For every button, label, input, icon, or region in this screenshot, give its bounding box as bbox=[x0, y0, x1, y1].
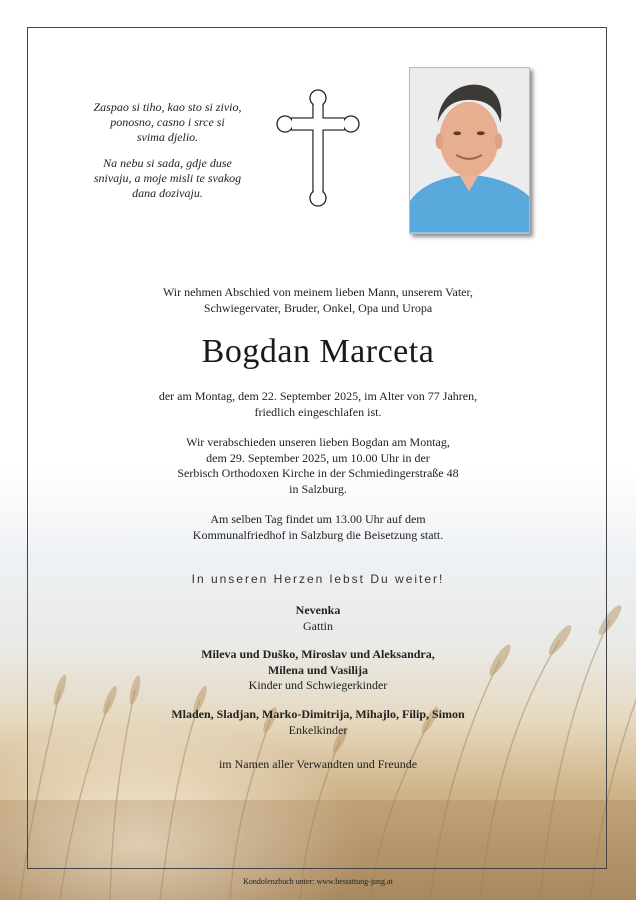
poem-stanza-2: Na nebu si sada, gdje duse snivaju, a moje misli te svakog dana dozivaju. bbox=[93, 156, 242, 200]
mourner-names: Milena und Vasilija bbox=[267, 662, 369, 677]
mourner-group-grandchildren bbox=[60, 707, 576, 738]
death-notice: der am Montag, dem 22. September 2025, im Alter von 77 Jahren, friedlich eingeschlafen ist. bbox=[158, 389, 478, 419]
poem bbox=[85, 100, 250, 212]
farewell-notice: Wir verabschieden unseren lieben Bogdan am Montag, dem 29. September 2025, um 10.00 Uhr in der Serbisch Orthodoxen Kirche in der Schmiedingerstraße 48 in Salzburg. bbox=[177, 435, 459, 496]
mourner-group-children bbox=[60, 647, 576, 694]
mourner-relation: Enkelkinder bbox=[288, 722, 348, 737]
mourner-relation: Gattin bbox=[303, 618, 333, 633]
condolence-footer: Kondolenzbuch unter: www.bestattung-jung.at bbox=[243, 877, 393, 886]
burial-notice: Am selben Tag findet um 13.00 Uhr auf dem Kommunalfriedhof in Salzburg die Beisetzung statt. bbox=[192, 512, 444, 542]
intro-text: Wir nehmen Abschied von meinem lieben Mann, unserem Vater, Schwiegervater, Bruder, Onkel, Opa und Uropa bbox=[162, 285, 474, 315]
mourner-names: Nevenka bbox=[295, 603, 341, 617]
mourner-relation: Kinder und Schwiegerkinder bbox=[248, 678, 388, 692]
mourner-names: Mileva und Duško, Miroslav und Aleksandra, bbox=[201, 647, 435, 661]
mourner-names: Mladen, Sladjan, Marko-Dimitrija, Mihajlo, Filip, Simon bbox=[171, 707, 465, 721]
closing-line: im Namen aller Verwandten und Freunde bbox=[218, 757, 418, 771]
deceased-name: Bogdan Marceta bbox=[201, 333, 435, 370]
poem-stanza-1: Zaspao si tiho, kao sto si zivio, ponosno, casno i srce si svima djelio. bbox=[93, 100, 242, 144]
motto: In unseren Herzen lebst Du weiter! bbox=[191, 572, 445, 586]
mourner-group-spouse bbox=[60, 603, 576, 634]
deceased-photo bbox=[409, 67, 530, 234]
orthodox-cross-icon bbox=[276, 88, 360, 210]
